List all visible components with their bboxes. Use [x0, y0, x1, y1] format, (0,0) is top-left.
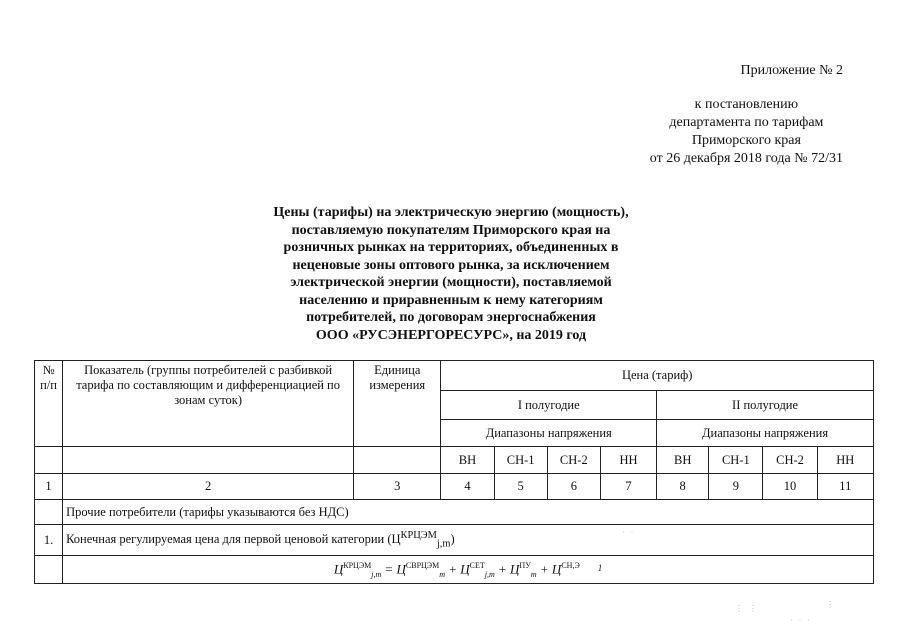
column-number: 2	[63, 474, 354, 500]
document-title	[230, 204, 672, 344]
column-number: 10	[763, 474, 817, 500]
header-voltage-ranges-2: Диапазоны напряжения	[657, 420, 874, 447]
row-indicator	[63, 525, 874, 556]
formula-symbol: + Ц	[494, 560, 520, 576]
row-indicator-sup: КРЦЭМ	[400, 530, 437, 542]
header-voltage-ranges-1: Диапазоны напряжения	[441, 420, 657, 447]
formula-sub: j,m	[484, 569, 495, 579]
title-line: неценовые зоны оптового рынка, за исключением	[292, 257, 610, 273]
formula-symbol: = Ц	[381, 560, 406, 576]
column-number: 8	[657, 474, 709, 500]
formula-symbol: + Ц	[444, 560, 470, 576]
formula-sub: m	[439, 569, 445, 579]
title-line: потребителей, по договорам энергоснабжения	[306, 310, 596, 325]
formula-sup: СЕТ	[469, 560, 485, 570]
decree-date: от 26 декабря 2018 года № 72/31	[649, 151, 843, 166]
section-empty-cell	[35, 500, 63, 525]
column-number: 9	[709, 474, 763, 500]
section-other-consumers: Прочие потребители (тарифы указываются без НДС)	[63, 500, 874, 525]
voltage-vn-1: ВН	[441, 447, 494, 474]
formula-sub: j,m	[371, 569, 382, 579]
row-indicator-text: Конечная регулируемая цена для первой ценовой категории (Ц	[66, 532, 401, 547]
column-number: 7	[600, 474, 656, 500]
voltage-sn1-2: СН-1	[709, 447, 763, 474]
column-number: 5	[494, 474, 547, 500]
formula-sup: СВРЦЭМ	[405, 560, 440, 570]
header-second-half: II полугодие	[657, 391, 874, 420]
decree-reference	[650, 96, 843, 168]
formula-row	[35, 556, 874, 584]
header-empty-cell	[35, 447, 63, 474]
formula-footnote-mark: 1	[597, 562, 603, 573]
formula-sup: СН,Э	[561, 560, 580, 570]
formula-sub: m	[530, 569, 537, 579]
section-row	[35, 500, 874, 525]
title-line: поставляемую покупателям Приморского края на	[291, 222, 611, 238]
header-indicator: Показатель (группы потребителей с разбивкой тарифа по составляющим и дифференциацией по зонам суток)	[63, 361, 354, 447]
column-numbers-row	[35, 474, 874, 500]
decree-line-1: к постановлению	[694, 97, 799, 112]
column-number: 11	[817, 474, 873, 500]
voltage-nn-1: НН	[600, 447, 656, 474]
column-number: 4	[441, 474, 494, 500]
row-number: 1.	[35, 525, 63, 556]
formula-symbol: + Ц	[536, 560, 562, 576]
voltage-nn-2: НН	[817, 447, 873, 474]
row-indicator-close: )	[450, 532, 455, 547]
formula-sup: КРЦЭМ	[343, 560, 372, 570]
header-number: № п/п	[35, 361, 63, 447]
decree-line-3: Приморского края	[691, 133, 801, 148]
formula-empty-cell	[35, 556, 63, 584]
title-line: электрической энергии (мощности), поставляемой	[290, 275, 612, 290]
header-unit: Единица измерения	[354, 361, 441, 447]
row-indicator-sub: j,m	[436, 538, 451, 550]
header-first-half: I полугодие	[441, 391, 657, 420]
title-line: населению и приравненным к нему категориям	[299, 292, 603, 308]
column-number: 3	[354, 474, 441, 500]
table-row	[35, 525, 874, 556]
voltage-sn1-1: СН-1	[494, 447, 547, 474]
tariff-table	[34, 360, 874, 584]
formula-sup: ПУ	[519, 560, 531, 570]
header-price: Цена (тариф)	[441, 361, 874, 391]
title-line: Цены (тарифы) на электрическую энергию (мощность),	[273, 205, 629, 220]
voltage-vn-2: ВН	[657, 447, 709, 474]
appendix-number: Приложение № 2	[740, 63, 843, 78]
voltage-sn2-1: СН-2	[547, 447, 600, 474]
voltage-sn2-2: СН-2	[763, 447, 817, 474]
header-empty-cell	[354, 447, 441, 474]
column-number: 1	[35, 474, 63, 500]
decree-line-2: департамента по тарифам	[669, 115, 824, 130]
title-line: ООО «РУСЭНЕРГОРЕСУРС», на 2019 год	[315, 327, 587, 343]
price-formula	[63, 556, 874, 584]
title-line: розничных рынках на территориях, объединенных в	[283, 240, 619, 255]
appendix-header	[650, 62, 843, 168]
formula-symbol: Ц	[333, 560, 344, 576]
column-number: 6	[547, 474, 600, 500]
header-empty-cell	[63, 447, 354, 474]
